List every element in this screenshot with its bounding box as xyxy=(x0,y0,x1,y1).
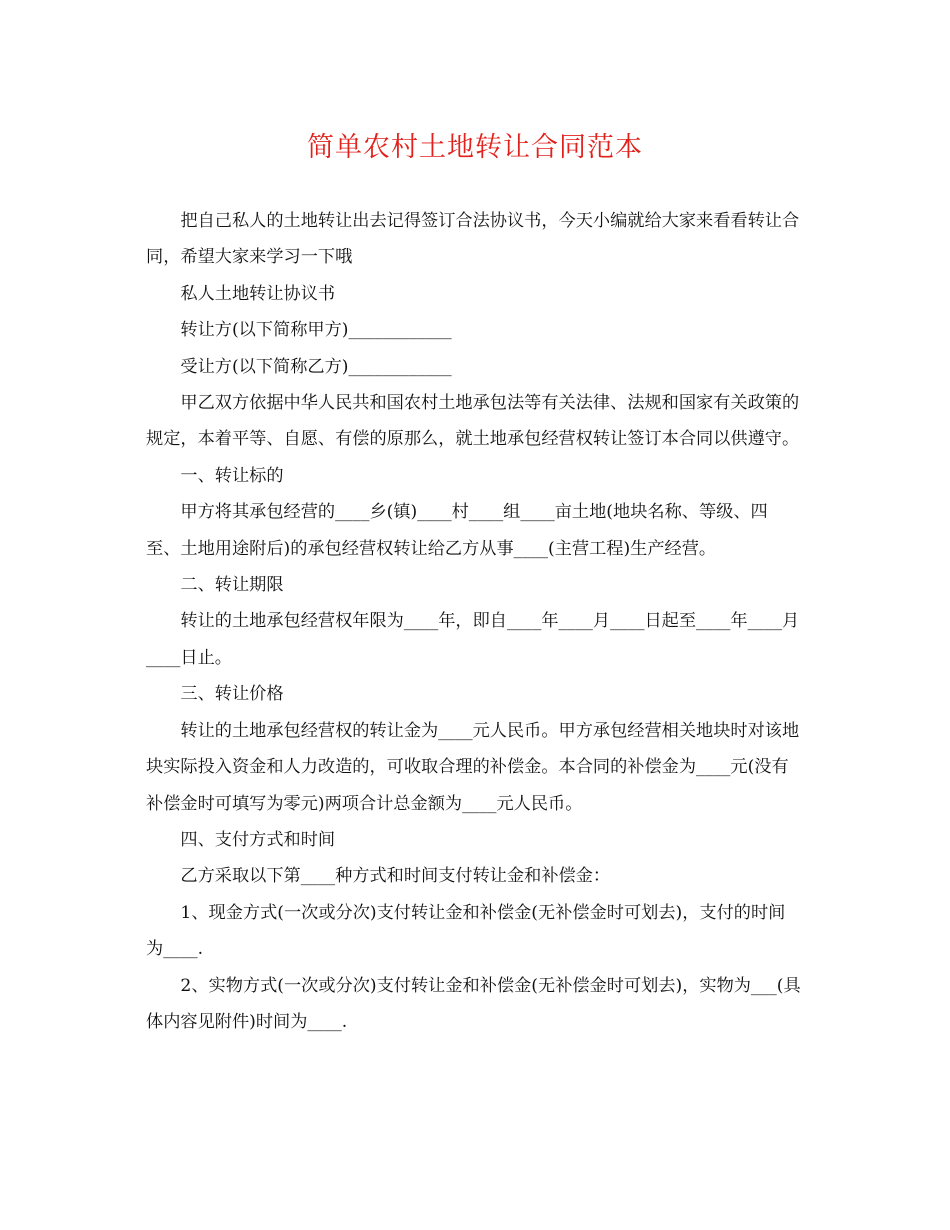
paragraph-payment-cash: 1、现金方式(一次或分次)支付转让金和补偿金(无补偿金时可划去)，支付的时间为____. xyxy=(146,902,786,960)
section-heading-term: 二、转让期限 xyxy=(180,575,284,596)
paragraph-agreement-heading: 私人土地转让协议书 xyxy=(180,283,336,304)
paragraph-transferee: 受让方(以下简称乙方)____________ xyxy=(180,356,452,377)
document-title: 简单农村土地转让合同范本 xyxy=(307,132,643,163)
paragraph-subject: 甲方将其承包经营的____乡(镇)____村____组____亩土地(地块名称、等级、四至、土地用途附后)的承包经营权转让给乙方从事____(主营工程)生产经营。 xyxy=(146,502,768,559)
section-heading-payment: 四、支付方式和时间 xyxy=(180,829,336,850)
section-heading-price: 三、转让价格 xyxy=(180,684,284,705)
paragraph-term: 转让的土地承包经营权年限为____年，即自____年____月____日起至____年____月____日止。 xyxy=(146,611,800,668)
paragraph-intro: 把自己私人的土地转让出去记得签订合法协议书，今天小编就给大家来看看转让合同，希望大家来学习一下哦 xyxy=(146,211,800,268)
paragraph-payment-choice: 乙方采取以下第____种方式和时间支付转让金和补偿金： xyxy=(180,866,611,887)
section-heading-subject: 一、转让标的 xyxy=(180,465,284,486)
paragraph-price: 转让的土地承包经营权的转让金为____元人民币。甲方承包经营相关地块时对该地块实际投入资金和人力改造的，可收取合理的补偿金。本合同的补偿金为____元(没有补偿金时可填写为零元)两项合计总金额为____元人民币。 xyxy=(146,720,800,814)
paragraph-payment-in-kind: 2、实物方式(一次或分次)支付转让金和补偿金(无补偿金时可划去)，实物为___(具体内容见附件)时间为____. xyxy=(146,975,801,1032)
document-body xyxy=(146,203,802,1040)
paragraph-preamble: 甲乙双方依据中华人民共和国农村土地承包法等有关法律、法规和国家有关政策的规定，本着平等、自愿、有偿的原那么，就土地承包经营权转让签订本合同以供遵守。 xyxy=(146,393,800,450)
paragraph-transferor: 转让方(以下简称甲方)____________ xyxy=(180,320,452,341)
